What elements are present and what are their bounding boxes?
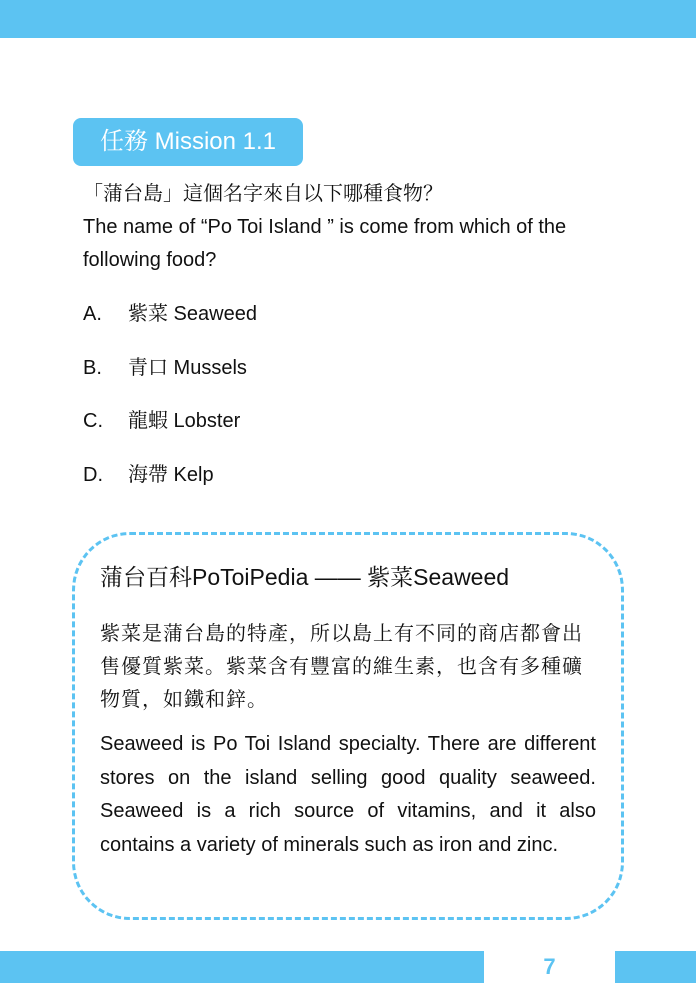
page-number: 7 <box>543 954 556 979</box>
option-a[interactable] <box>83 296 603 350</box>
top-decor-band <box>0 0 696 38</box>
option-letter: D. <box>83 463 103 486</box>
question-text-en: The name of “Po Toi Island ” is come from which of the following food? <box>83 216 567 271</box>
bottom-decor-band-right <box>615 951 696 983</box>
question-text-zh: 「蒲台島」這個名字來自以下哪種食物？ <box>83 183 443 205</box>
option-d[interactable] <box>83 457 603 511</box>
info-text-en: Seaweed is Po Toi Island specialty. There are different stores on the island selling good quality seaweed. Seaweed is a rich source of vitamins, and it also contains a variety of minerals such as iron and zinc. <box>100 733 596 856</box>
info-text-zh: 紫菜是蒲台島的特產，所以島上有不同的商店都會出售優質紫菜。紫菜含有豐富的維生素，也含有多種礦物質，如鐵和鋅。 <box>100 623 583 711</box>
option-letter: C. <box>83 410 103 432</box>
option-letter: A. <box>83 303 102 325</box>
answer-options <box>83 296 603 510</box>
option-text: 海帶 Kelp <box>128 463 214 486</box>
option-text: 青口 Mussels <box>128 356 247 379</box>
option-text: 紫菜 Seaweed <box>128 303 257 325</box>
option-c[interactable] <box>83 403 603 457</box>
option-b[interactable] <box>83 350 603 404</box>
question-block <box>83 178 623 277</box>
bottom-decor-band-left <box>0 951 484 983</box>
option-letter: B. <box>83 356 102 379</box>
option-text: 龍蝦 Lobster <box>128 410 241 432</box>
mission-badge: 任務 Mission 1.1 <box>73 118 303 166</box>
info-title: 蒲台百科PoToiPedia —— 紫菜Seaweed <box>100 564 510 590</box>
